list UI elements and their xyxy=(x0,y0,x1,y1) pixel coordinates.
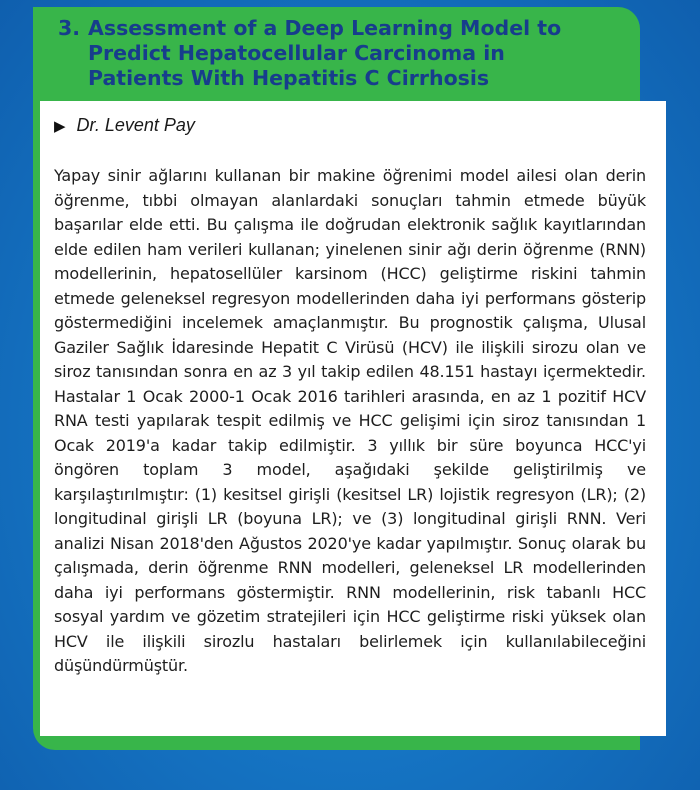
author-name: Dr. Levent Pay xyxy=(76,115,195,135)
article-number: 3. xyxy=(58,16,81,40)
article-title-line-2: Predict Hepatocellular Carcinoma in xyxy=(88,41,505,65)
author-line xyxy=(54,115,195,136)
article-title xyxy=(58,16,628,91)
article-title-line-3: Patients With Hepatitis C Cirrhosis xyxy=(88,66,490,90)
article-abstract: Yapay sinir ağlarını kullanan bir makine öğrenimi model ailesi olan derin öğrenme, tıbbi olmayan alanlardaki sonuçları tahmin etmede büyük başarılar elde etti. Bu çalışma ile doğrudan elektronik sağlık kayıtlarından elde edilen ham verileri kullanan; yinelenen sinir ağı derin öğrenme (RNN) modellerinin, hepatosellüler karsinom (HCC) geliştirme riskini tahmin etmede geleneksel regresyon modellerinden daha iyi performans gösterip göstermediğini incelemek amaçlanmıştır. Bu prognostik çalışma, Ulusal Gaziler Sağlık İdaresinde Hepatit C Virüsü (HCV) ile ilişkili sirozu olan ve siroz tanısından sonra en az 3 yıl takip edilen 48.151 hastayı içermektedir. Hastalar 1 Ocak 2000-1 Ocak 2016 tarihleri arasında, en az 1 pozitif HCV RNA testi yapılarak tespit edilmiş ve HCC gelişimi için siroz tanısından 1 Ocak 2019'a kadar takip edilmiştir. 3 yıllık bir süre boyunca HCC'yi öngören toplam 3 model, aşağıdaki şekilde geliştirilmiş ve karşılaştırılmıştır: (1) kesitsel girişli (kesitsel LR) lojistik regresyon (LR); (2) longitudinal girişli LR (boyuna LR); ve (3) longitudinal girişli RNN. Veri analizi Nisan 2018'den Ağustos 2020'ye kadar yapılmıştır. Sonuç olarak bu çalışmada, derin öğrenme RNN modelleri, geleneksel LR modellerinden daha iyi performans göstermiştir. RNN modellerinin, risk tabanlı HCC sosyal yardım ve gözetim stratejileri için HCC geliştirme riski yüksek olan HCV ile ilişkili sirozlu hastaları belirlemek için kullanılabileceğini düşündürmüştür. xyxy=(54,166,646,675)
article-title-line-1: 3. Assessment of a Deep Learning Model to xyxy=(58,16,562,40)
play-triangle-icon: ▶ xyxy=(54,117,66,135)
